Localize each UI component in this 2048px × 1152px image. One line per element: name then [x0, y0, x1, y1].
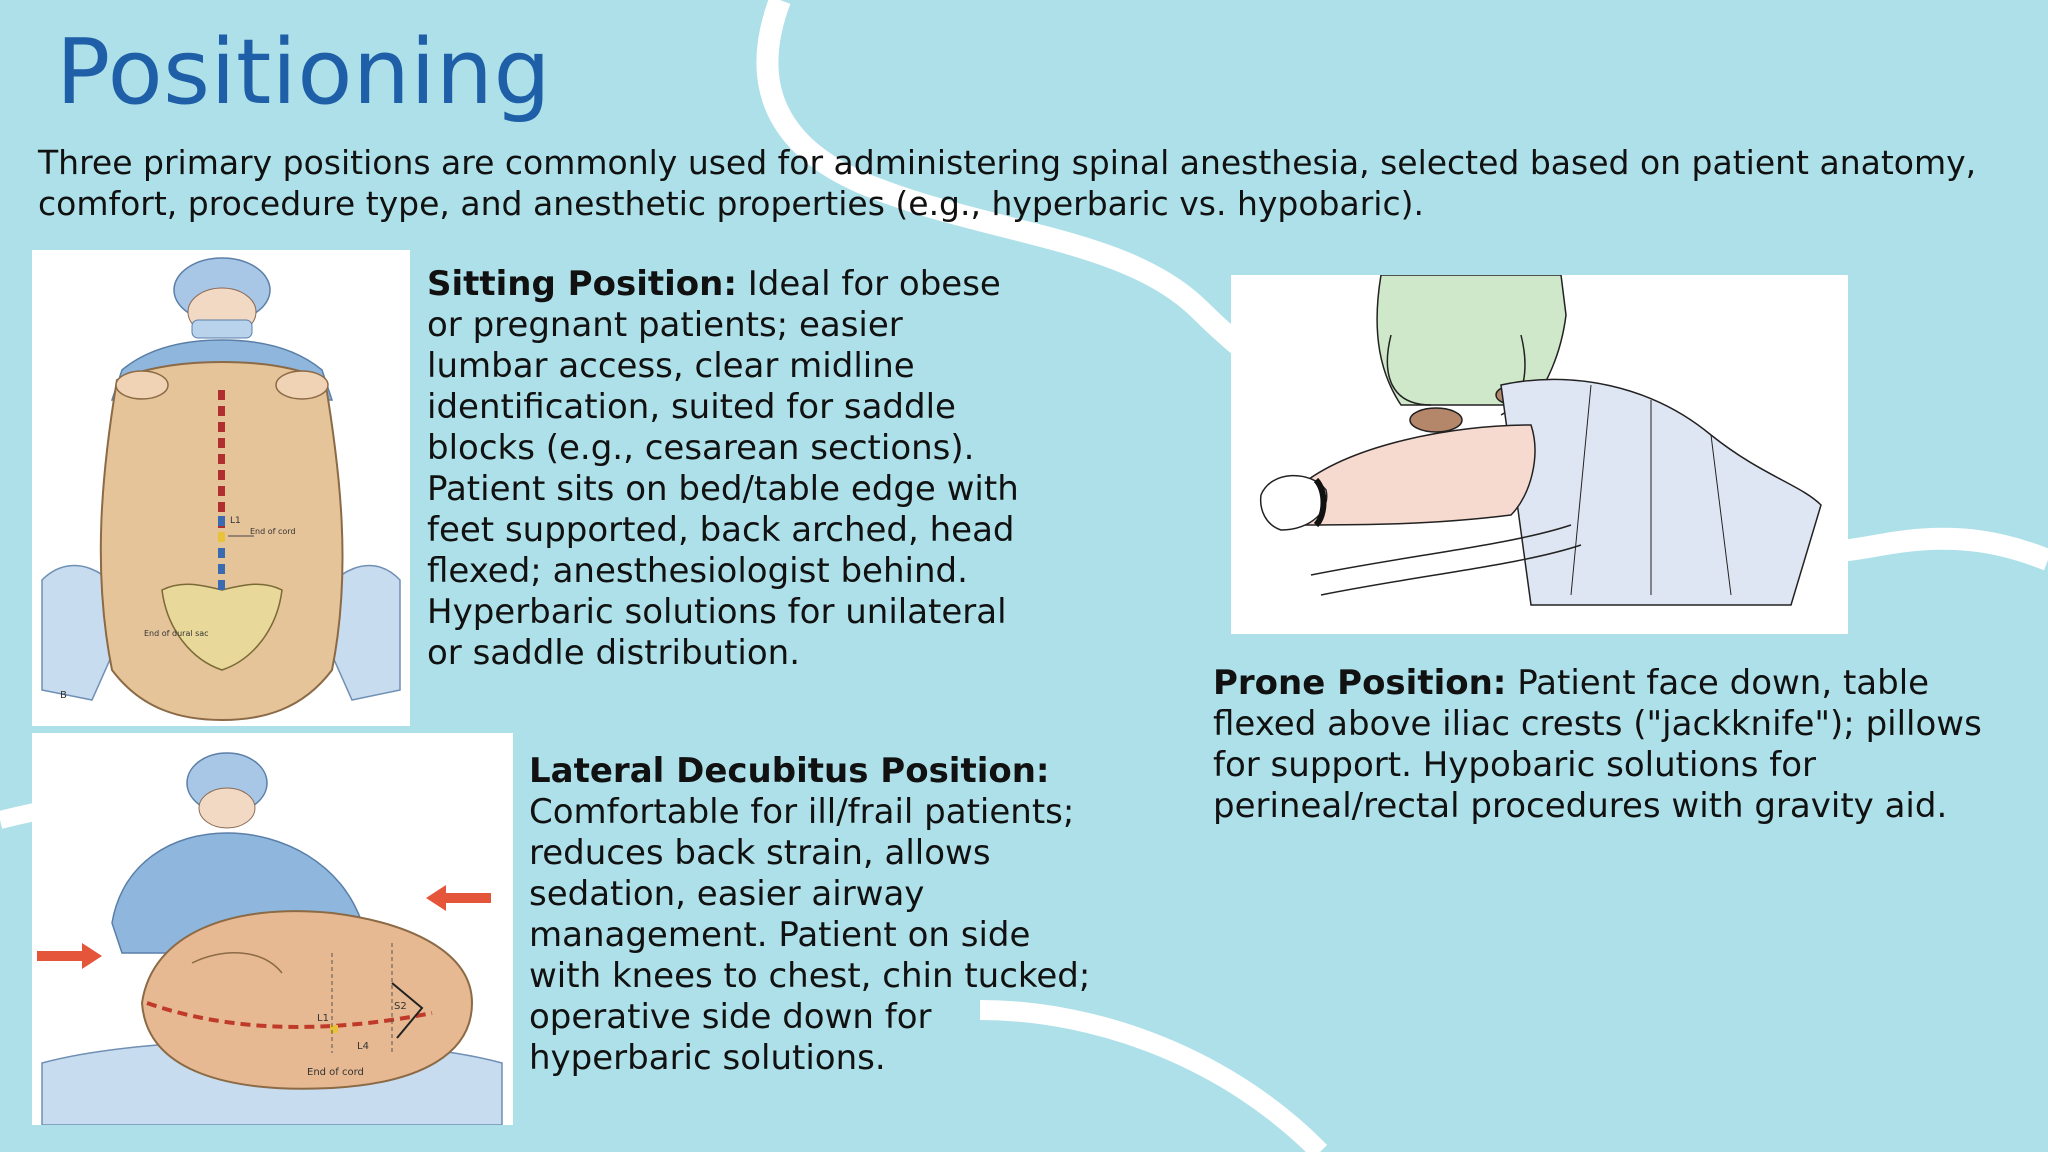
label-l1: L1 [230, 516, 241, 526]
label-end-of-dural-sac: End of dural sac [144, 629, 209, 638]
label-end-of-cord: End of cord [250, 527, 296, 536]
sitting-position-text: Ideal for obese or pregnant patients; easier lumbar access, clear midline identification, suited for saddle blocks (e.g., cesarean sections). Patient sits on bed/table edge with feet supported, back arched, head flexed; anesthesiologist behind. Hyperbaric solutions for unilateral or saddle distribution. [427, 264, 1019, 673]
label-end-of-cord: End of cord [307, 1067, 364, 1078]
label-l4: L4 [357, 1041, 369, 1052]
lateral-decubitus-heading: Lateral Decubitus Position: [529, 751, 1050, 791]
intro-paragraph: Three primary positions are commonly used for administering spinal anesthesia, selected based on patient anatomy, comfort, procedure type, and anesthetic properties (e.g., hyperbaric vs. hypobaric). [38, 143, 1977, 223]
page-title: Positioning [56, 20, 552, 125]
prone-position-image [1231, 275, 1848, 634]
label-s2: S2 [394, 1001, 407, 1012]
lateral-decubitus-image [32, 733, 513, 1125]
sitting-position-heading: Sitting Position: [427, 264, 737, 304]
label-l1: L1 [317, 1013, 329, 1024]
label-panel-b: B [60, 690, 67, 701]
sitting-position-image [32, 250, 410, 726]
lateral-decubitus-text: Comfortable for ill/frail patients; reduces back strain, allows sedation, easier airway management. Patient on side with knees to chest, chin tucked; operative side down for hyperbaric solutions. [529, 792, 1091, 1078]
lateral-decubitus-description [529, 751, 1109, 1079]
sitting-position-description [427, 264, 1027, 674]
prone-position-description [1213, 663, 2013, 827]
prone-position-text: Patient face down, table flexed above iliac crests ("jackknife"); pillows for support. Hypobaric solutions for perineal/rectal procedures with gravity aid. [1213, 663, 1982, 826]
prone-position-heading: Prone Position: [1213, 663, 1507, 703]
